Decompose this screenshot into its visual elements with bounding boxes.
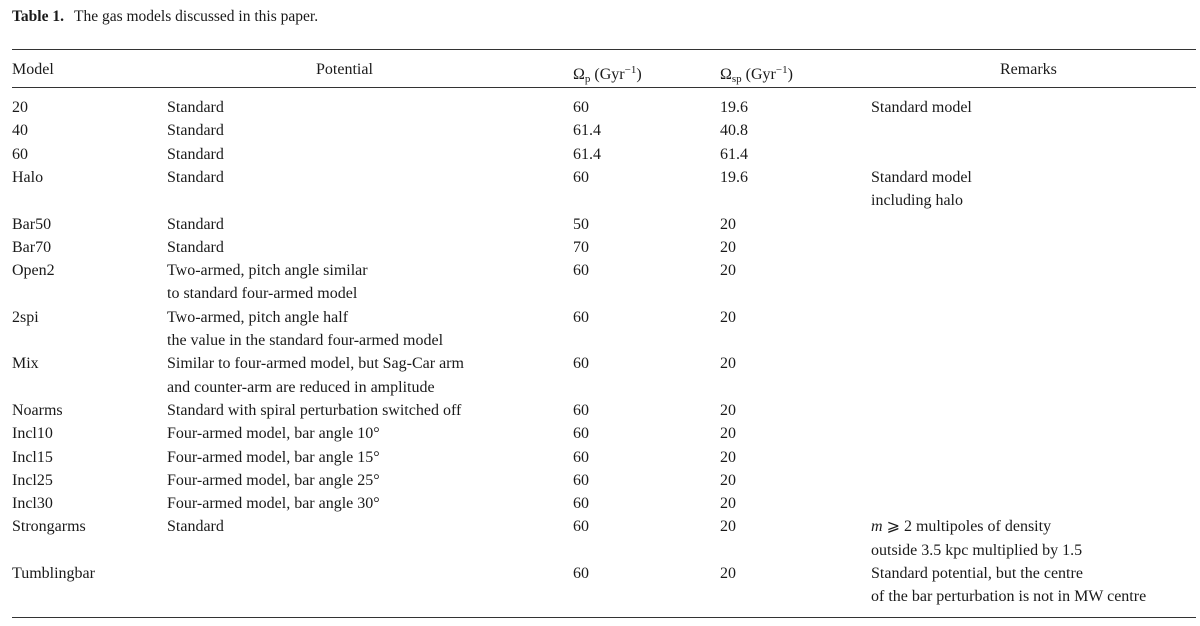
cell-remarks: outside 3.5 kpc multiplied by 1.5 xyxy=(871,541,1083,559)
cell-omega-sp: 61.4 xyxy=(720,145,748,163)
cell-model: Strongarms xyxy=(12,518,86,536)
cell-potential: Standard xyxy=(167,145,224,163)
table-row xyxy=(12,446,1196,469)
cell-remarks: Standard model xyxy=(871,168,972,186)
cell-potential: the value in the standard four-armed model xyxy=(167,331,444,349)
cell-omega-sp: 20 xyxy=(720,448,736,466)
cell-potential: Similar to four-armed model, but Sag-Car arm xyxy=(167,355,464,373)
cell-omega-p: 61.4 xyxy=(573,122,601,140)
cell-omega-sp: 19.6 xyxy=(720,99,748,116)
remarks-text: ⩾ 2 multipoles of density xyxy=(882,518,1052,536)
cell-potential: Standard xyxy=(167,168,224,186)
cell-potential: to standard four-armed model xyxy=(167,285,358,303)
cell-omega-sp: 20 xyxy=(720,425,736,443)
cell-potential: Four-armed model, bar angle 25° xyxy=(167,471,380,489)
cell-omega-p: 60 xyxy=(573,308,589,326)
table-row xyxy=(12,213,1196,236)
cell-omega-p: 70 xyxy=(573,238,589,256)
cell-model: Bar50 xyxy=(12,215,52,233)
cell-potential: Two-armed, pitch angle similar xyxy=(167,262,368,280)
cell-model: Mix xyxy=(12,355,39,373)
cell-model: 40 xyxy=(12,122,28,140)
math-variable: m xyxy=(871,518,883,536)
cell-omega-p: 60 xyxy=(573,425,589,443)
cell-omega-p: 60 xyxy=(573,168,589,186)
cell-potential: and counter-arm are reduced in amplitude xyxy=(167,378,435,396)
column-header-potential: Potential xyxy=(316,61,373,78)
column-header-remarks: Remarks xyxy=(1000,61,1057,78)
table-row xyxy=(12,492,1196,515)
cell-omega-p: 60 xyxy=(573,99,589,116)
cell-potential: Standard xyxy=(167,215,224,233)
table-row xyxy=(12,352,1196,399)
cell-potential: Standard xyxy=(167,99,224,116)
cell-model: Open2 xyxy=(12,262,55,280)
cell-omega-p: 60 xyxy=(573,355,589,373)
cell-omega-p: 60 xyxy=(573,262,589,280)
cell-remarks: Standard model xyxy=(871,99,972,116)
cell-omega-sp: 19.6 xyxy=(720,168,748,186)
cell-potential: Four-armed model, bar angle 10° xyxy=(167,425,380,443)
cell-model: 20 xyxy=(12,99,28,116)
cell-remarks: including halo xyxy=(871,192,963,210)
cell-omega-sp: 20 xyxy=(720,215,736,233)
cell-model: Bar70 xyxy=(12,238,52,256)
column-header-omega-p: $\Omega_p$ (Gyr$^{-1}$) xyxy=(573,64,642,85)
column-header-omega-sp: $\Omega_{sp}$ (Gyr$^{-1}$) xyxy=(720,64,793,85)
table-row xyxy=(12,306,1196,353)
cell-model: Noarms xyxy=(12,401,63,419)
cell-omega-sp: 20 xyxy=(720,495,736,513)
cell-remarks: Standard potential, but the centre xyxy=(871,565,1083,582)
cell-omega-sp: 20 xyxy=(720,401,736,419)
table-row xyxy=(12,422,1196,445)
table-caption xyxy=(12,8,318,26)
cell-potential: Standard xyxy=(167,238,224,256)
cell-model: 60 xyxy=(12,145,28,163)
table-row xyxy=(12,515,1196,562)
cell-omega-sp: 20 xyxy=(720,355,736,373)
cell-potential: Two-armed, pitch angle half xyxy=(167,308,349,326)
cell-omega-sp: 20 xyxy=(720,518,736,536)
cell-potential: Four-armed model, bar angle 15° xyxy=(167,448,380,466)
table-row xyxy=(12,399,1196,422)
cell-model: Incl25 xyxy=(12,471,53,489)
column-header-model: Model xyxy=(12,61,54,78)
table-row xyxy=(12,236,1196,259)
bottom-rule xyxy=(12,617,1196,618)
cell-remarks xyxy=(871,515,1051,538)
table-row xyxy=(12,96,1196,119)
caption-label: Table 1. xyxy=(12,8,64,25)
top-rule xyxy=(12,49,1196,50)
cell-omega-p: 61.4 xyxy=(573,145,601,163)
cell-model: 2spi xyxy=(12,308,39,326)
cell-model: Incl10 xyxy=(12,425,53,443)
cell-potential: Standard with spiral perturbation switched off xyxy=(167,401,462,419)
cell-potential: Standard xyxy=(167,122,224,140)
table-row xyxy=(12,166,1196,213)
cell-model: Tumblingbar xyxy=(12,565,95,582)
cell-omega-p: 60 xyxy=(573,448,589,466)
cell-omega-p: 60 xyxy=(573,471,589,489)
cell-model: Incl30 xyxy=(12,495,53,513)
cell-omega-sp: 20 xyxy=(720,238,736,256)
cell-omega-p: 60 xyxy=(573,565,589,582)
cell-remarks: of the bar perturbation is not in MW centre xyxy=(871,588,1147,606)
cell-model: Incl15 xyxy=(12,448,53,466)
table-row xyxy=(12,119,1196,142)
table-row xyxy=(12,562,1196,609)
cell-potential: Four-armed model, bar angle 30° xyxy=(167,495,380,513)
cell-omega-p: 60 xyxy=(573,401,589,419)
cell-omega-sp: 40.8 xyxy=(720,122,748,140)
cell-omega-sp: 20 xyxy=(720,471,736,489)
cell-omega-sp: 20 xyxy=(720,565,736,582)
cell-omega-p: 50 xyxy=(573,215,589,233)
cell-model: Halo xyxy=(12,168,44,186)
header-rule xyxy=(12,87,1196,88)
cell-potential: Standard xyxy=(167,518,224,536)
table-row xyxy=(12,259,1196,306)
table-row xyxy=(12,469,1196,492)
table-row xyxy=(12,143,1196,166)
cell-omega-sp: 20 xyxy=(720,308,736,326)
caption-text: The gas models discussed in this paper. xyxy=(73,8,319,25)
cell-omega-p: 60 xyxy=(573,495,589,513)
cell-omega-p: 60 xyxy=(573,518,589,536)
cell-omega-sp: 20 xyxy=(720,262,736,280)
